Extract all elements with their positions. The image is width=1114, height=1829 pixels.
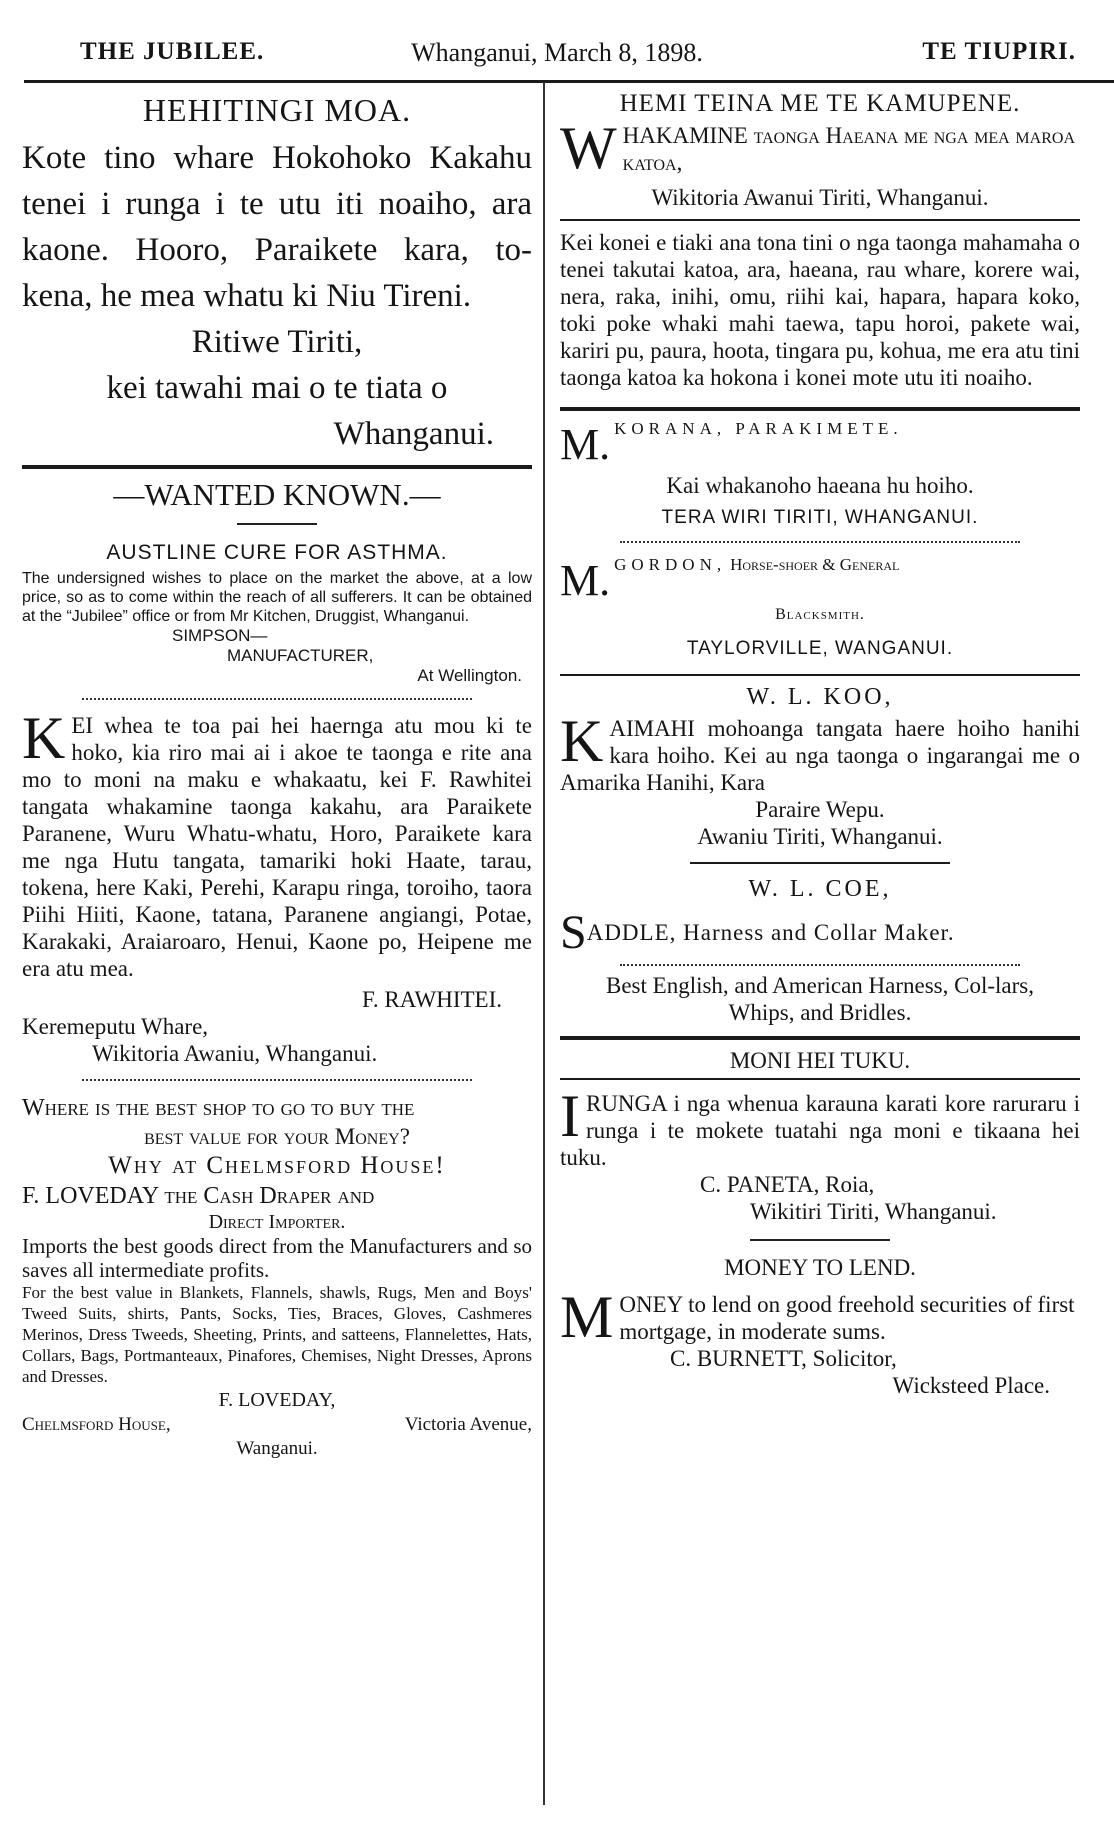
korana-line: Kai whakanoho haeana hu hoiho. xyxy=(666,473,974,498)
moa-line: tenei i runga i te utu iti noaiho, ara xyxy=(22,186,532,222)
koo-drop-cap: K xyxy=(560,708,604,774)
wanted-signature-2: MANUFACTURER, xyxy=(227,646,374,665)
rule xyxy=(750,1239,890,1241)
moni-signature: C. PANETA, Roia, xyxy=(700,1172,875,1197)
gordon-trade: Horse-shoer & General xyxy=(730,555,900,574)
ad-hemi-teina xyxy=(560,90,1080,391)
money-drop-cap: M xyxy=(560,1284,614,1350)
loveday-address-row xyxy=(22,1413,532,1437)
rawhitei-address: Wikitoria Awaniu, Whanganui. xyxy=(92,1041,378,1066)
coe-line-1 xyxy=(560,905,1080,960)
korana-initial: M. xyxy=(560,420,611,469)
rule xyxy=(22,465,532,469)
ad-coe xyxy=(560,876,1080,1026)
hemi-title: HEMI TEINA ME TE KAMUPENE. xyxy=(619,90,1021,117)
korana-name: KORANA, PARAKIMETE. xyxy=(614,419,903,438)
money-title: MONEY TO LEND. xyxy=(724,1255,916,1280)
koo-line: Paraire Wepu. xyxy=(755,797,885,822)
wanted-cure-heading: AUSTLINE CURE FOR ASTHMA. xyxy=(106,541,448,564)
moa-body xyxy=(22,135,532,457)
ad-korana xyxy=(560,419,1080,529)
hemi-body: Kei konei e tiaki ana tona tini o nga taonga mahamaha o tenei takutai katoa, ara, haeana, rau whare, korere wai, nera, raka, inihi, omu, riihi kai, hapara, hapara koko, toki poke whaki mahi taewa, tapu horoi, pakete wai, kariri pu, paura, hoota, tingara pu, kohua, me era atu tini taonga katoa ka hokona i konei mote utu iti noaiho. xyxy=(560,230,1080,390)
loveday-line-3: Why at Chelmsford House! xyxy=(108,1152,446,1179)
gordon-header xyxy=(560,555,1080,606)
coe-line-1-text: ADDLE, Harness and Collar Maker. xyxy=(586,920,955,945)
loveday-signature: F. LOVEDAY, xyxy=(218,1389,336,1411)
money-text: ONEY to lend on good freehold securities of first mortgage, in moderate sums. xyxy=(619,1292,1075,1344)
gordon-trade-2: Blacksmith. xyxy=(775,606,865,623)
koo-title: W. L. KOO, xyxy=(746,684,894,710)
rawhitei-text: EI whea te toa pai hei haernga atu mou ki te hoko, kia riro mai ai i akoe te taonga e rite ana mo to moni na maku e whakaatu, kei F. Rawhitei tangata whakamine taonga kakahu, ara Paraikete Paranene, Wuru Whatu-whatu, Horo, Paraikete kara me nga Hutu tangata, tamariki hoki Haate, tarau, tokena, here Kaki, Perehi, Karapu ringa, toroiho, taora Piihi Hiiti, Kaone, tatana, Paranene angiangi, Potae, Karakaki, Araiaroaro, Henui, Kaone po, Heipene me era atu mea. xyxy=(22,713,532,981)
masthead-dateline: Whanganui, March 8, 1898. xyxy=(411,38,703,67)
coe-drop-cap: S xyxy=(560,906,587,959)
wanted-signature-1: SIMPSON— xyxy=(172,626,268,645)
masthead-title-english: THE JUBILEE. xyxy=(80,38,265,65)
money-address: Wicksteed Place. xyxy=(892,1373,1050,1398)
koo-text: AIMAHI mohoanga tangata haere hoiho hanihi kara hoiho. Kei au nga taonga o ingarangai me o Amarika Hanihi, Kara xyxy=(560,716,1080,795)
ad-loveday xyxy=(22,1093,532,1460)
koo-body xyxy=(560,708,1080,796)
rawhitei-drop-cap: K xyxy=(22,705,66,771)
ad-money-to-lend xyxy=(560,1255,1080,1399)
loveday-avenue: Victoria Avenue, xyxy=(404,1414,532,1435)
masthead xyxy=(28,30,1086,76)
rule xyxy=(237,523,317,525)
moni-drop-cap: I xyxy=(560,1083,580,1149)
rule xyxy=(82,1079,472,1081)
rawhitei-building: Keremeputu Whare, xyxy=(22,1014,209,1039)
rule xyxy=(690,862,950,864)
moni-title: MONI HEI TUKU. xyxy=(729,1048,911,1073)
loveday-line-2: best value for your Money? xyxy=(144,1124,410,1149)
coe-body: Best English, and American Harness, Col-lars, Whips, and Bridles. xyxy=(606,973,1034,1025)
masthead-rule xyxy=(24,80,1114,83)
moa-line: Kote tino whare Hokohoko Kakahu xyxy=(22,140,532,176)
rule xyxy=(620,964,1020,966)
ad-wanted-known xyxy=(22,477,532,686)
loveday-imports: Imports the best goods direct from the Manufacturers and so saves all intermediate profits. xyxy=(22,1234,532,1282)
moa-line: kena, he mea whatu ki Niu Tireni. xyxy=(22,278,472,314)
loveday-role: Direct Importer. xyxy=(208,1211,346,1233)
korana-address: TERA WIRI TIRITI, WHANGANUI. xyxy=(661,507,979,528)
rule xyxy=(82,698,472,700)
rule xyxy=(560,407,1080,411)
moa-title: HEHITINGI MOA. xyxy=(142,92,412,128)
rule xyxy=(560,1078,1080,1080)
rawhitei-signature: F. RAWHITEI. xyxy=(361,987,502,1012)
money-body xyxy=(560,1284,1080,1350)
hemi-address: Wikitoria Awanui Tiriti, Whanganui. xyxy=(651,185,989,210)
hemi-drop-cap: W xyxy=(560,115,617,181)
gordon-address: TAYLORVILLE, WANGANUI. xyxy=(686,638,954,659)
moa-line: kaone. Hooro, Paraikete kara, to- xyxy=(22,232,532,268)
moni-body xyxy=(560,1083,1080,1171)
loveday-line-1: Where is the best shop to go to buy the xyxy=(22,1095,415,1121)
ad-gordon xyxy=(560,555,1080,660)
ad-moni-hei-tuku xyxy=(560,1048,1080,1225)
loveday-list: For the best value in Blankets, Flannels, shawls, Rugs, Men and Boys' Tweed Suits, shirts, Pants, Socks, Ties, Braces, Gloves, Cashmeres Merinos, Dress Tweeds, Sheeting, Prints, and satteens, Flannelettes, Hats, Collars, Bags, Portmanteaux, Pinafores, Chemises, Night Dresses, Aprons and Dresses. xyxy=(22,1283,532,1386)
loveday-name: F. LOVEDAY the Cash Draper and xyxy=(22,1183,375,1209)
moni-text: RUNGA i nga whenua karauna karati kore raruraru i runga i te mokete tuatahi nga moni e tikaana hei tuku. xyxy=(560,1091,1080,1170)
rule xyxy=(560,674,1080,676)
ad-koo xyxy=(560,684,1080,850)
right-column xyxy=(560,88,1080,1819)
rule xyxy=(560,1036,1080,1040)
ad-hehitingi-moa xyxy=(22,92,532,457)
rule xyxy=(620,541,1020,543)
loveday-house: Chelmsford House, xyxy=(22,1414,171,1435)
rule xyxy=(560,219,1080,221)
wanted-body: The undersigned wishes to place on the market the above, at a low price, so as to come within the reach of all sufferers. It can be obtained at the “Jubilee” office or from Mr Kitchen, Druggist, Whanganui. xyxy=(22,570,532,625)
hemi-intro xyxy=(560,115,1080,181)
masthead-title-maori: TE TIUPIRI. xyxy=(922,38,1076,65)
wanted-signature-3: At Wellington. xyxy=(417,666,522,685)
gordon-initial: M. xyxy=(560,556,611,605)
korana-header xyxy=(560,419,1080,470)
moa-from: kei tawahi mai o te tiata o xyxy=(106,370,448,406)
hemi-intro-text: HAKAMINE taonga Haeana me nga mea maroa katoa, xyxy=(622,123,1075,175)
koo-address: Awaniu Tiriti, Whanganui. xyxy=(697,824,943,849)
money-signature: C. BURNETT, Solicitor, xyxy=(670,1346,897,1371)
moa-town: Whanganui. xyxy=(333,416,494,452)
loveday-town: Wanganui. xyxy=(236,1438,318,1459)
wanted-title: —WANTED KNOWN.— xyxy=(113,477,441,512)
column-divider xyxy=(543,82,545,1805)
moa-street: Ritiwe Tiriti, xyxy=(191,324,363,360)
gordon-name: GORDON, xyxy=(614,555,727,574)
left-column xyxy=(22,88,532,1819)
rawhitei-body xyxy=(22,705,532,982)
ad-rawhitei xyxy=(22,705,532,1067)
coe-title: W. L. COE, xyxy=(748,876,892,902)
moni-address: Wikitiri Tiriti, Whanganui. xyxy=(750,1199,997,1224)
